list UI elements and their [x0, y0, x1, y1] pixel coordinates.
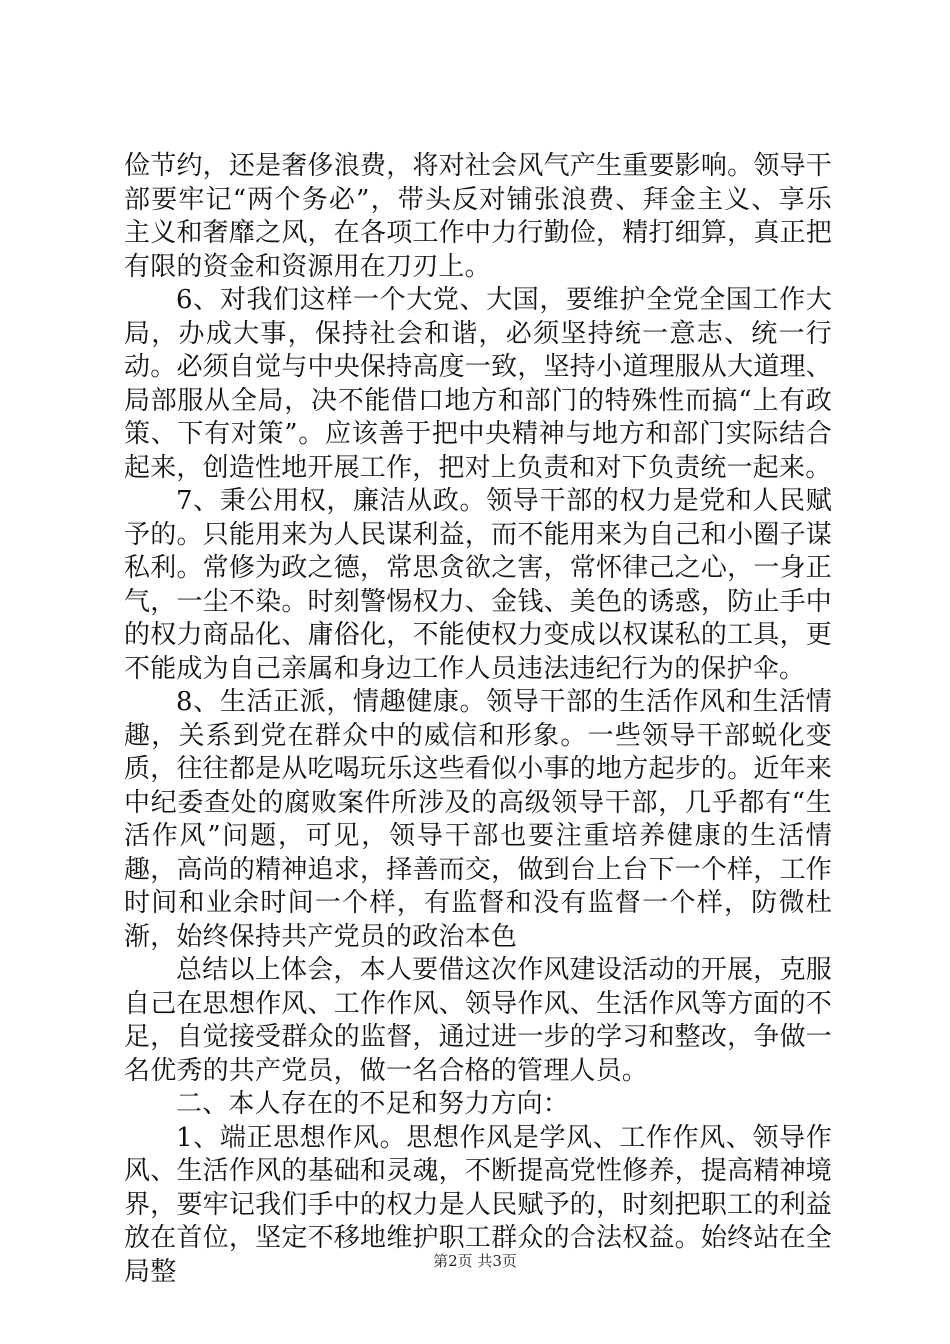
paragraph-3: 7、秉公用权，廉洁从政。领导干部的权力是党和人民赋予的。只能用来为人民谋利益，而不能用来为自己和小圈子谋私利。常修为政之德，常思贪欲之害，常怀律己之心，一身正气，一尘不染。时刻警惕权力、金钱、美色的诱惑，防止手中的权力商品化、庸俗化，不能使权力变成以权谋私的工具，更不能成为自己亲属和身边工作人员违法违纪行为的保护伞。: [124, 486, 832, 684]
paragraph-5: 总结以上体会，本人要借这次作风建设活动的开展，克服自己在思想作风、工作作风、领导作风、生活作风等方面的不足，自觉接受群众的监督，通过进一步的学习和整改，争做一名优秀的共产党员，做一名合格的管理人员。: [124, 955, 832, 1086]
paragraph-2: 6、对我们这样一个大党、大国，要维护全党全国工作大局，办成大事，保持社会和谐，必须坚持统一意志、统一行动。必须自觉与中央保持高度一致，坚持小道理服从大道理、局部服从全局，决不能借口地方和部门的特殊性而搞“上有政策、下有对策”。应该善于把中央精神与地方和部门实际结合起来，创造性地开展工作，把对上负责和对下负责统一起来。: [124, 285, 832, 483]
page-number-footer: 第2页 共3页: [433, 1252, 517, 1270]
document-body: [124, 150, 832, 1289]
paragraph-7: 1、端正思想作风。思想作风是学风、工作作风、领导作风、生活作风的基础和灵魂，不断提高党性修养，提高精神境界，要牢记我们手中的权力是人民赋予的，时刻把职工的利益放在首位，坚定不移地维护职工群众的合法权益。始终站在全局整: [124, 1122, 832, 1287]
paragraph-1: 俭节约，还是奢侈浪费，将对社会风气产生重要影响。领导干部要牢记“两个务必”，带头反对铺张浪费、拜金主义、享乐主义和奢靡之风，在各项工作中力行勤俭，精打细算，真正把有限的资金和资源用在刀刃上。: [124, 151, 832, 282]
paragraph-4: 8、生活正派，情趣健康。领导干部的生活作风和生活情趣，关系到党在群众中的威信和形象。一些领导干部蜕化变质，往往都是从吃喝玩乐这些看似小事的地方起步的。近年来中纪委查处的腐败案件所涉及的高级领导干部，几乎都有“生活作风”问题，可见，领导干部也要注重培养健康的生活情趣，高尚的精神追求，择善而交，做到台上台下一个样，工作时间和业余时间一个样，有监督和没有监督一个样，防微杜渐，始终保持共产党员的政治本色: [124, 687, 832, 952]
paragraph-6: 二、本人存在的不足和努力方向：: [176, 1089, 570, 1119]
